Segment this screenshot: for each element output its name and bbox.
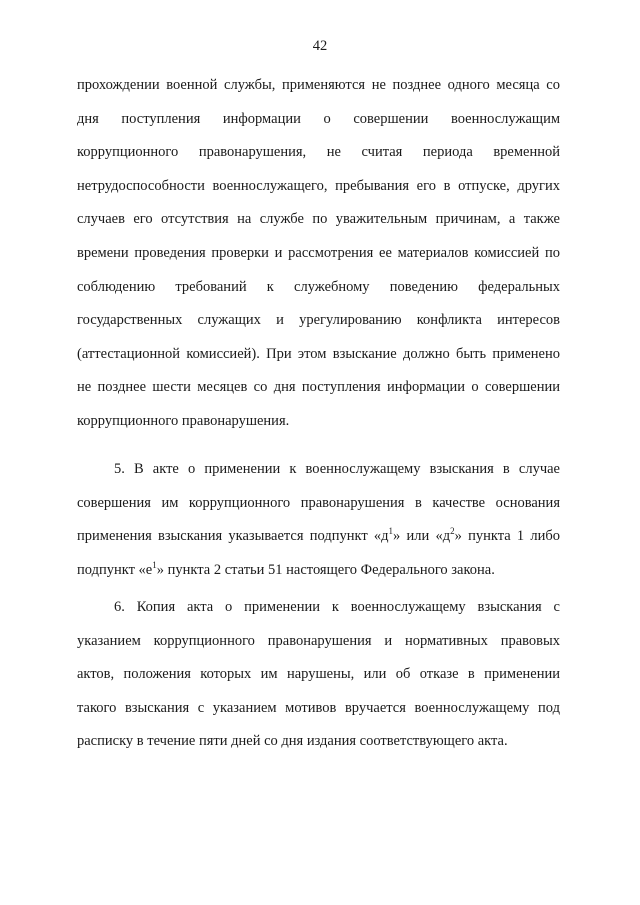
text-line: такого взыскания с указанием мотивов вручается военнослужащему под <box>77 699 560 716</box>
paragraph-continuation <box>77 75 560 445</box>
superscript: 1 <box>388 526 394 537</box>
superscript: 2 <box>450 526 455 537</box>
text-line: нетрудоспособности военнослужащего, пребывания его в отпуске, других <box>77 177 560 194</box>
text-line: государственных служащих и урегулированию конфликта интересов <box>77 312 560 329</box>
text-line: расписку в течение пяти дней со дня издания соответствующего акта. <box>77 733 508 750</box>
text-line: 5. В акте о применении к военнослужащему взыскания в случае <box>114 461 560 477</box>
text-line: коррупционного правонарушения, не считая периода временной <box>77 144 560 161</box>
text-line: актов, положения которых им нарушены, или об отказе в применении <box>77 666 560 683</box>
text-segment: подпункт «е <box>77 561 153 578</box>
text-segment: » пункта 1 либо <box>454 528 560 545</box>
text-segment: » или «д <box>393 528 451 545</box>
text-line: прохождении военной службы, применяются не позднее одного месяца со <box>77 77 560 93</box>
text-line: указанием коррупционного правонарушения и нормативных правовых <box>77 632 560 649</box>
superscript: 1 <box>152 559 157 570</box>
text-line: времени проведения проверки и рассмотрения ее материалов комиссией по <box>77 244 560 261</box>
text-segment: применения взыскания указывается подпункт «д <box>77 528 389 545</box>
text-line: (аттестационной комиссией). При этом взыскание должно быть применено <box>77 345 560 362</box>
text-line: дня поступления информации о совершении военнослужащим <box>77 110 560 127</box>
text-line <box>77 560 560 594</box>
text-line: коррупционного правонарушения. <box>77 412 290 429</box>
text-line <box>77 526 560 560</box>
text-line: соблюдению требований к служебному поведению федеральных <box>77 278 560 295</box>
text-line: совершения им коррупционного правонарушения в качестве основания <box>77 494 560 511</box>
text-line: не позднее шести месяцев со дня поступления информации о совершении <box>77 379 560 396</box>
page-number: 42 <box>312 38 328 54</box>
paragraph-5 <box>77 459 560 593</box>
paragraph-6 <box>77 597 560 765</box>
text-line: 6. Копия акта о применении к военнослужащему взыскания с <box>114 599 560 615</box>
text-line: случаев его отсутствия на службе по уважительным причинам, а также <box>77 211 560 228</box>
text-segment: » пункта 2 статьи 51 настоящего Федерального закона. <box>156 561 495 578</box>
